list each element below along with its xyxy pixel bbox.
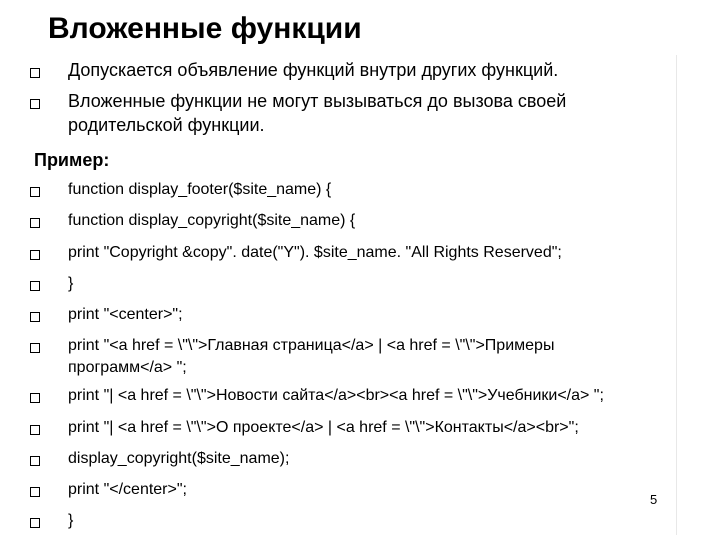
- bullet-square-icon: [30, 456, 40, 466]
- code-line: print "<center>";: [68, 306, 183, 323]
- code-line: }: [68, 512, 74, 529]
- code-line: }: [68, 275, 74, 292]
- code-line: function display_copyright($site_name) {: [68, 212, 356, 229]
- bullet-square-icon: [30, 487, 40, 497]
- bullet-square-icon: [30, 250, 40, 260]
- code-line: print "| <a href = \"\">О проекте</a> | <a href = \"\">Контакты</a><br>";: [68, 419, 579, 436]
- bullet-square-icon: [30, 425, 40, 435]
- code-line: print "Copyright &copy". date("Y"). $site_name. "All Rights Reserved";: [68, 244, 562, 261]
- bullet-square-icon: [30, 343, 40, 353]
- intro-item: Допускается объявление функций внутри других функций.: [68, 60, 559, 80]
- bullet-square-icon: [30, 281, 40, 291]
- slide-title: Вложенные функции: [48, 12, 362, 45]
- bullet-square-icon: [30, 99, 40, 109]
- intro-item: Вложенные функции не могут вызываться до вызова своей родительской функции.: [68, 91, 567, 135]
- page-number: 5: [650, 492, 658, 507]
- bullet-square-icon: [30, 187, 40, 197]
- code-line: display_copyright($site_name);: [68, 450, 290, 467]
- code-line: print "| <a href = \"\">Новости сайта</a><br><a href = \"\">Учебники</a> ";: [68, 387, 604, 404]
- bullet-square-icon: [30, 518, 40, 528]
- bullet-square-icon: [30, 68, 40, 78]
- code-line: print "</center>";: [68, 481, 187, 498]
- bullet-square-icon: [30, 393, 40, 403]
- right-divider: [676, 55, 677, 535]
- code-line: print "<a href = \"\">Главная страница</a> | <a href = \"\">Примеры программ</a> ";: [68, 337, 555, 376]
- bullet-square-icon: [30, 218, 40, 228]
- example-label: Пример:: [34, 150, 110, 170]
- code-line: function display_footer($site_name) {: [68, 181, 332, 198]
- bullet-square-icon: [30, 312, 40, 322]
